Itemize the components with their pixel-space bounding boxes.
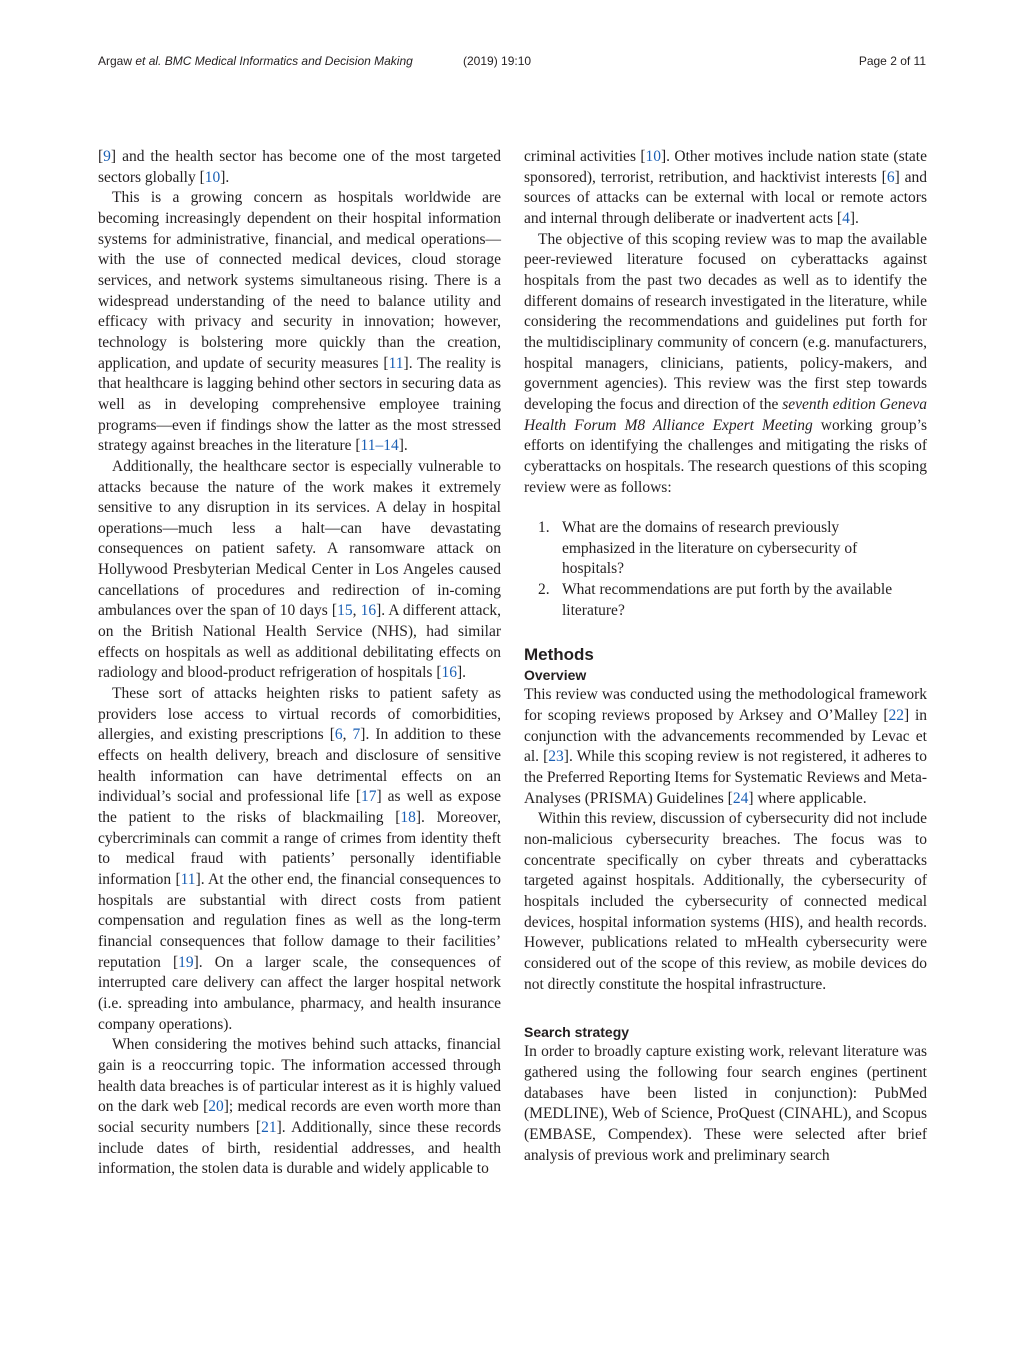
citation-link[interactable]: 11	[180, 870, 196, 888]
running-head	[98, 54, 926, 72]
list-item: 2. What recommendations are put forth by the available literature?	[538, 581, 893, 619]
left-column	[98, 147, 501, 1180]
citation-link[interactable]: 16	[441, 664, 457, 682]
research-questions-list	[524, 518, 927, 621]
methods-heading: Methods	[524, 645, 594, 665]
paragraph: Within this review, discussion of cybersecurity did not include non-malicious cybersecurity breaches. The focus was to concentrate specifically on cyber threats and cyberattacks targeted against hospitals. Additionally, the cybersecurity of hospitals included the cybersecurity of connected medical devices, hospital information systems (HIS), and health records. However, publications related to mHealth cybersecurity were considered out of the scope of this review, as mobile devices do not directly constitute the hospital infrastructure.	[524, 810, 927, 993]
paragraph: criminal activities [10]. Other motives include nation state (state sponsored), terrorist, retribution, and hacktivist interests [6] and sources of attacks can be external with local or remote actors and internal through deliberate or inadvertent acts [4].	[524, 148, 927, 227]
citation-link[interactable]: 9	[103, 148, 111, 165]
paragraph: This review was conducted using the methodological framework for scoping reviews proposed by Arksey and O’Malley [22] in conjunction with the advancements recommended by Levac et al. [23]. While this scoping review is not registered, it adheres to the Preferred Reporting Items for Systematic Reviews and Meta-Analyses (PRISMA) Guidelines [24] where applicable.	[524, 686, 927, 807]
citation-link[interactable]: 20	[208, 1098, 224, 1116]
paragraph: This is a growing concern as hospitals worldwide are becoming increasingly dependent on their hospital information systems for administrative, financial, and medical operations—with the use of connected medical devices, cloud storage services, and network systems simultaneous rising. There is a widespread understanding of the need to balance utility and efficacy with privacy and security in innovation; however, technology is bolstering more quickly than the creation, application, and update of security measures [11]. The reality is that healthcare is lagging behind other sectors in securing data as well as in developing comprehensive employee training programs—even if findings show the latter as the most stressed strategy against breaches in the literature [11–14].	[98, 189, 501, 455]
paragraph: The objective of this scoping review was to map the available peer-reviewed literature focused on cyberattacks against hospitals from the past two decades as well as to identify the different domains of research investigated in the literature, while considering the recommendations and guidelines put forth for the multidisciplinary community of concern (e.g. manufacturers, hospital managers, clinicians, patients, policy-makers, and government agencies). This review was the first step towards developing the focus and direction of the seventh edition Geneva Health Forum M8 Alliance Expert Meeting working group’s efforts on identifying the challenges and mitigating the risks of cyberattacks on hospitals. The research questions of this scoping review were as follows:	[524, 230, 927, 496]
citation-link[interactable]: 4	[842, 209, 850, 227]
citation-link[interactable]: 10	[645, 148, 662, 165]
citation-link[interactable]: 15	[337, 602, 353, 620]
page-number: Page 2 of 11	[858, 54, 926, 68]
citation-link[interactable]: 6	[334, 726, 343, 744]
citation-link[interactable]: 23	[548, 748, 564, 766]
citation-link[interactable]: 7	[352, 726, 361, 744]
citation-link[interactable]: 11–14	[360, 437, 399, 455]
citation-link[interactable]: 16	[360, 602, 377, 620]
paragraph: Additionally, the healthcare sector is especially vulnerable to attacks because the nature of the work makes it extremely sensitive to any disruption in its services. A delay in hospital operations—much less a halt—can have devastating consequences on patient safety. A ransomware attack on Hollywood Presbyterian Medical Center in Los Angeles caused cancellations of procedures and redirection of in-coming ambulances over the span of 10 days [15, 16]. A different attack, on the British National Health Service (NHS), had similar effects on hospitals as well as additional debilitating effects on radiology and blood-product refrigeration of hospitals [16].	[98, 457, 502, 682]
right-column	[524, 147, 927, 1166]
citation-link[interactable]: 6	[886, 168, 895, 186]
citation-link[interactable]: 11	[388, 354, 404, 372]
citation-link[interactable]: 21	[261, 1118, 277, 1136]
citation-link[interactable]: 18	[400, 809, 416, 826]
citation-link[interactable]: 19	[178, 953, 194, 971]
running-head-year: (2019) 19:10	[463, 54, 532, 68]
citation-link[interactable]: 17	[361, 788, 377, 806]
paragraph: In order to broadly capture existing work, relevant literature was gathered using the following four search engines (pertinent databases have been listed in conjunction): PubMed (MEDLINE), Web of Science, ProQuest (CINAHL), and Scopus (EMBASE, Compendex). These were selected after brief analysis of previous work and preliminary search	[524, 1043, 927, 1164]
paragraph: [9] and the health sector has become one of the most targeted sectors globally [10].	[98, 148, 501, 186]
paragraph: When considering the motives behind such attacks, financial gain is a reoccurring topic. The information accessed through health data breaches is of particular interest as it is highly valued on the dark web [20]; medical records are even worth more than social security numbers [21]. Additionally, since these records include dates of birth, residential addresses, and health information, the stolen data is durable and widely applicable to	[98, 1036, 502, 1178]
citation-link[interactable]: 24	[732, 789, 749, 807]
search-strategy-heading: Search strategy	[524, 1024, 630, 1041]
overview-heading: Overview	[524, 667, 587, 684]
citation-link[interactable]: 10	[204, 168, 221, 186]
citation-link[interactable]: 22	[888, 707, 905, 725]
running-head-citation: Argaw et al. BMC Medical Informatics and Decision Making	[98, 54, 413, 68]
list-item: 1. What are the domains of research previously emphasized in the literature on cybersecurity of hospitals?	[538, 519, 858, 578]
paragraph: These sort of attacks heighten risks to patient safety as providers lose access to virtual records of comorbidities, allergies, and existing prescriptions [6, 7]. In addition to these effects on health delivery, breach and disclosure of sensitive health information can have detrimental effects on an individual’s social and professional life [17] as well as expose the patient to the risks of blackmailing [18]. Moreover, cybercriminals can commit a range of crimes from identity theft to medical fraud with patients’ personally identifiable information [11]. At the other end, the financial consequences to hospitals are substantial with direct costs from patient compensation and regulation fines as well as the long-term financial consequences that follow damage to their facilities’ reputation [19]. On a larger scale, the consequences of interrupted care delivery can affect the larger hospital network (i.e. spreading into ambulance, pharmacy, and health insurance company operations).	[98, 685, 502, 1033]
